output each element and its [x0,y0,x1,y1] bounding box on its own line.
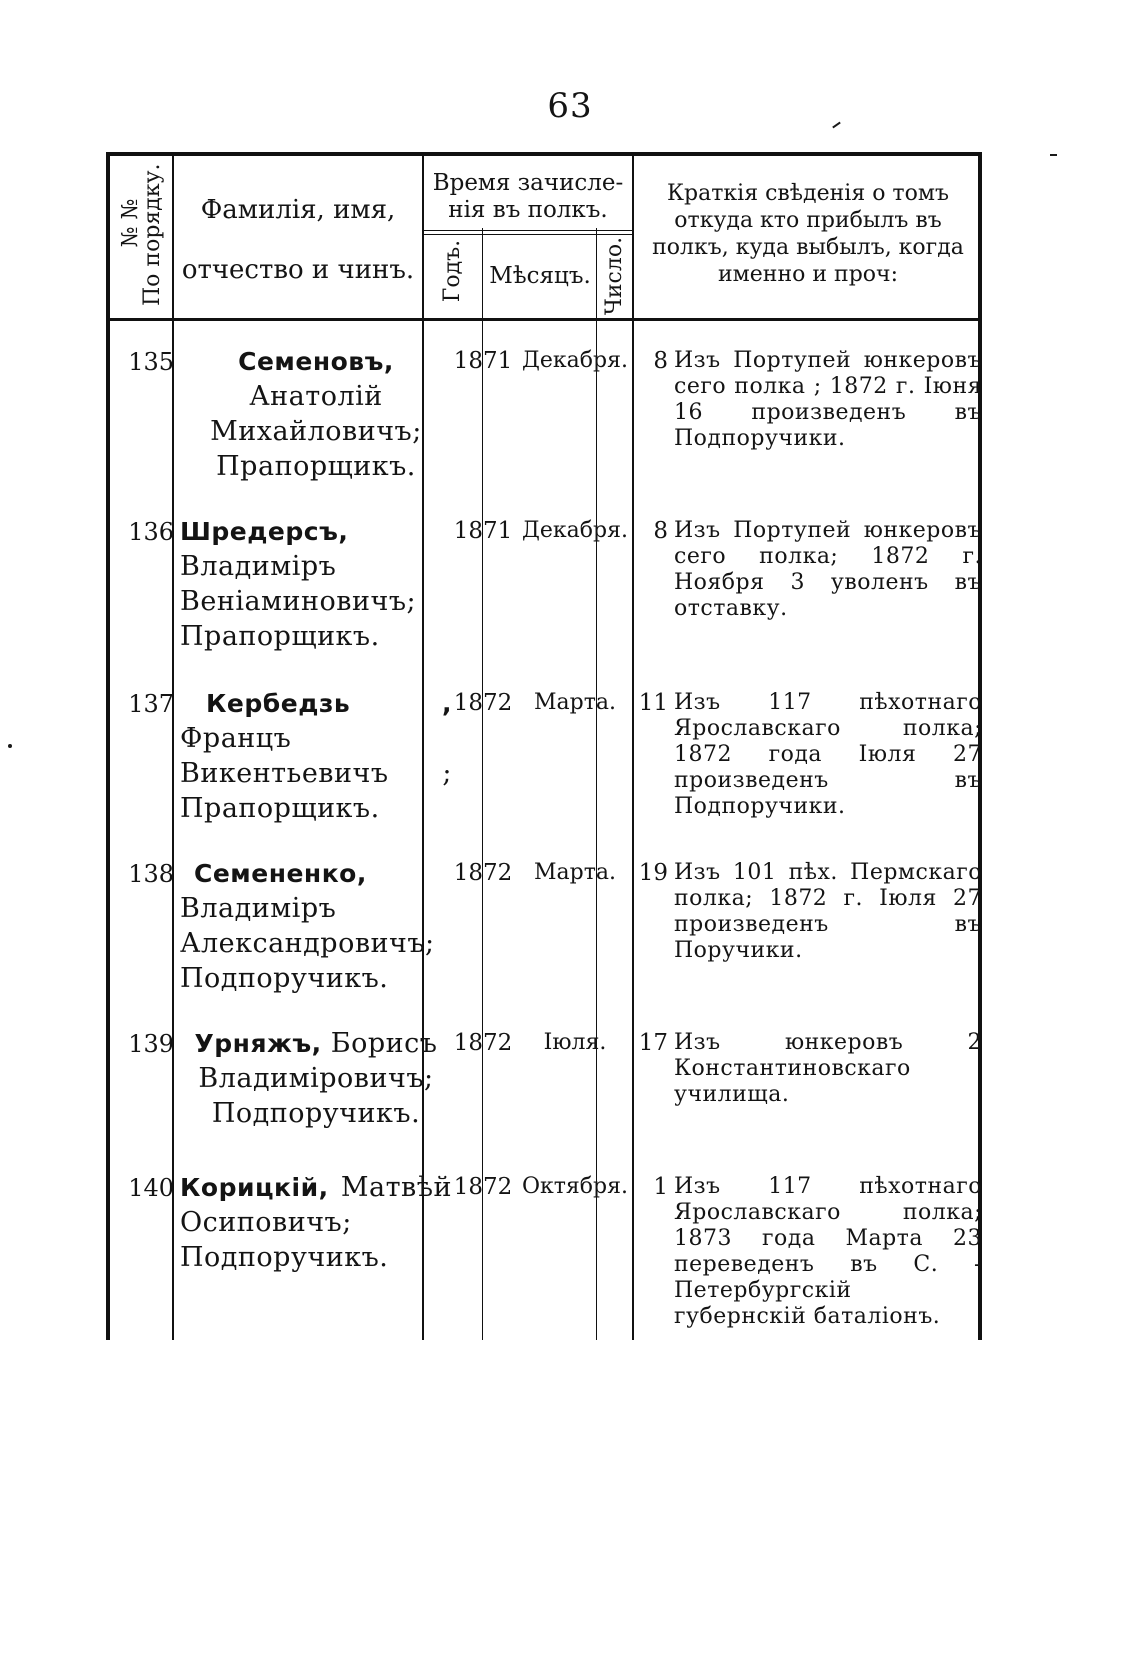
row-number: 139 [128,1030,174,1058]
row-name-rest: Владиміръ Александровичъ; Подпоручикъ. [180,893,435,994]
stray-mark [8,744,12,748]
row-day: 8 [653,348,668,374]
row-day: 19 [638,860,668,886]
row-number: 136 [128,518,174,546]
row-name-rest: Францъ Викентьевичъ ; Прапорщикъ. [180,723,452,824]
row-info: Изъ Портупей юнкеровъ сего полка; 1872 г. Ноября 3 уволенъ въ отставку. [674,518,982,621]
row-info: Изъ 117 пѣхотнаго Ярославскаго полка; 1873 года Марта 23 переведенъ въ С. - Петербургскій губернскій баталіонъ. [674,1174,982,1329]
row-month: Марта. [533,690,616,715]
row-month: Октября. [521,1174,629,1199]
header-year-label: Годъ. [440,239,465,303]
row-info: Изъ 117 пѣхотнаго Ярославскаго полка; 1872 года Іюля 27 произведенъ въ Подпоручики. [674,690,982,819]
row-year: 1872 [453,860,513,886]
row-name [180,686,452,826]
stray-mark [1050,154,1057,156]
row-name [180,344,452,484]
header-day-label: Число. [602,236,627,316]
table-left-border [106,152,110,1340]
row-month: Декабря. [522,348,628,373]
row-year: 1871 [453,348,513,374]
header-bottom-rule [108,318,982,321]
row-surname: Корицкій, [180,1173,329,1202]
time-subheader-rule [424,234,632,235]
page-number: 63 [547,86,593,126]
row-surname: Кербедзь , [206,689,452,718]
row-name [180,1026,452,1131]
row-day: 8 [653,518,668,544]
row-surname: Семененко, [194,859,367,888]
row-number: 135 [128,348,174,376]
row-month: Марта. [533,860,616,885]
time-subheader-rule [424,230,632,231]
column-rule [632,152,634,1340]
row-info: Изъ юнкеровъ 2 Константиновскаго училища. [674,1030,982,1107]
row-month: Декабря. [522,518,628,543]
header-name-line-2: отчество и чинъ. [181,255,415,285]
header-time-label: Время зачисле-нія въ полкъ. [432,170,624,223]
row-year: 1872 [453,1030,513,1056]
row-number: 140 [128,1174,174,1202]
row-name [180,1170,452,1275]
row-info: Изъ Портупей юнкеровъ сего полка ; 1872 г. Іюня 16 произведенъ въ Подпоручики. [674,348,982,451]
row-month: Іюля. [543,1030,607,1055]
row-year: 1872 [453,1174,513,1200]
row-name-rest: Борисъ Владиміровичъ; Подпоручикъ. [198,1028,438,1129]
row-surname: Урняжъ, [194,1029,322,1058]
header-month-label: Мѣсяцъ. [489,263,591,289]
row-number: 137 [128,690,174,718]
row-surname: Семеновъ, [238,347,394,376]
column-rule [172,152,174,1340]
row-number: 138 [128,860,174,888]
row-name-rest: Анатолій Михайловичъ; Прапорщикъ. [210,381,422,482]
row-name-rest: Владиміръ Веніаминовичъ; Прапорщикъ. [180,551,417,652]
header-info-label: Краткія свѣденія о томъ откуда кто прибылъ въ полкъ, куда выбылъ, когда именно и проч: [652,181,964,287]
row-name [180,514,452,654]
row-info: Изъ 101 пѣх. Пермскаго полка; 1872 г. Іюля 27 произведенъ въ Поручики. [674,860,982,963]
row-surname: Шредерсъ, [180,517,349,546]
row-day: 1 [653,1174,668,1200]
header-num-label: № № [118,198,143,248]
row-name-rest: Матвѣй Осиповичъ; Подпоручикъ. [180,1172,452,1273]
row-name [180,856,452,996]
table-top-rule [108,152,982,156]
header-name-line-1: Фамилія, имя, [200,195,396,225]
row-year: 1871 [453,518,513,544]
row-year: 1872 [453,690,513,716]
row-day: 11 [638,690,668,716]
row-day: 17 [638,1030,668,1056]
header-order-label: По порядку. [140,163,165,306]
